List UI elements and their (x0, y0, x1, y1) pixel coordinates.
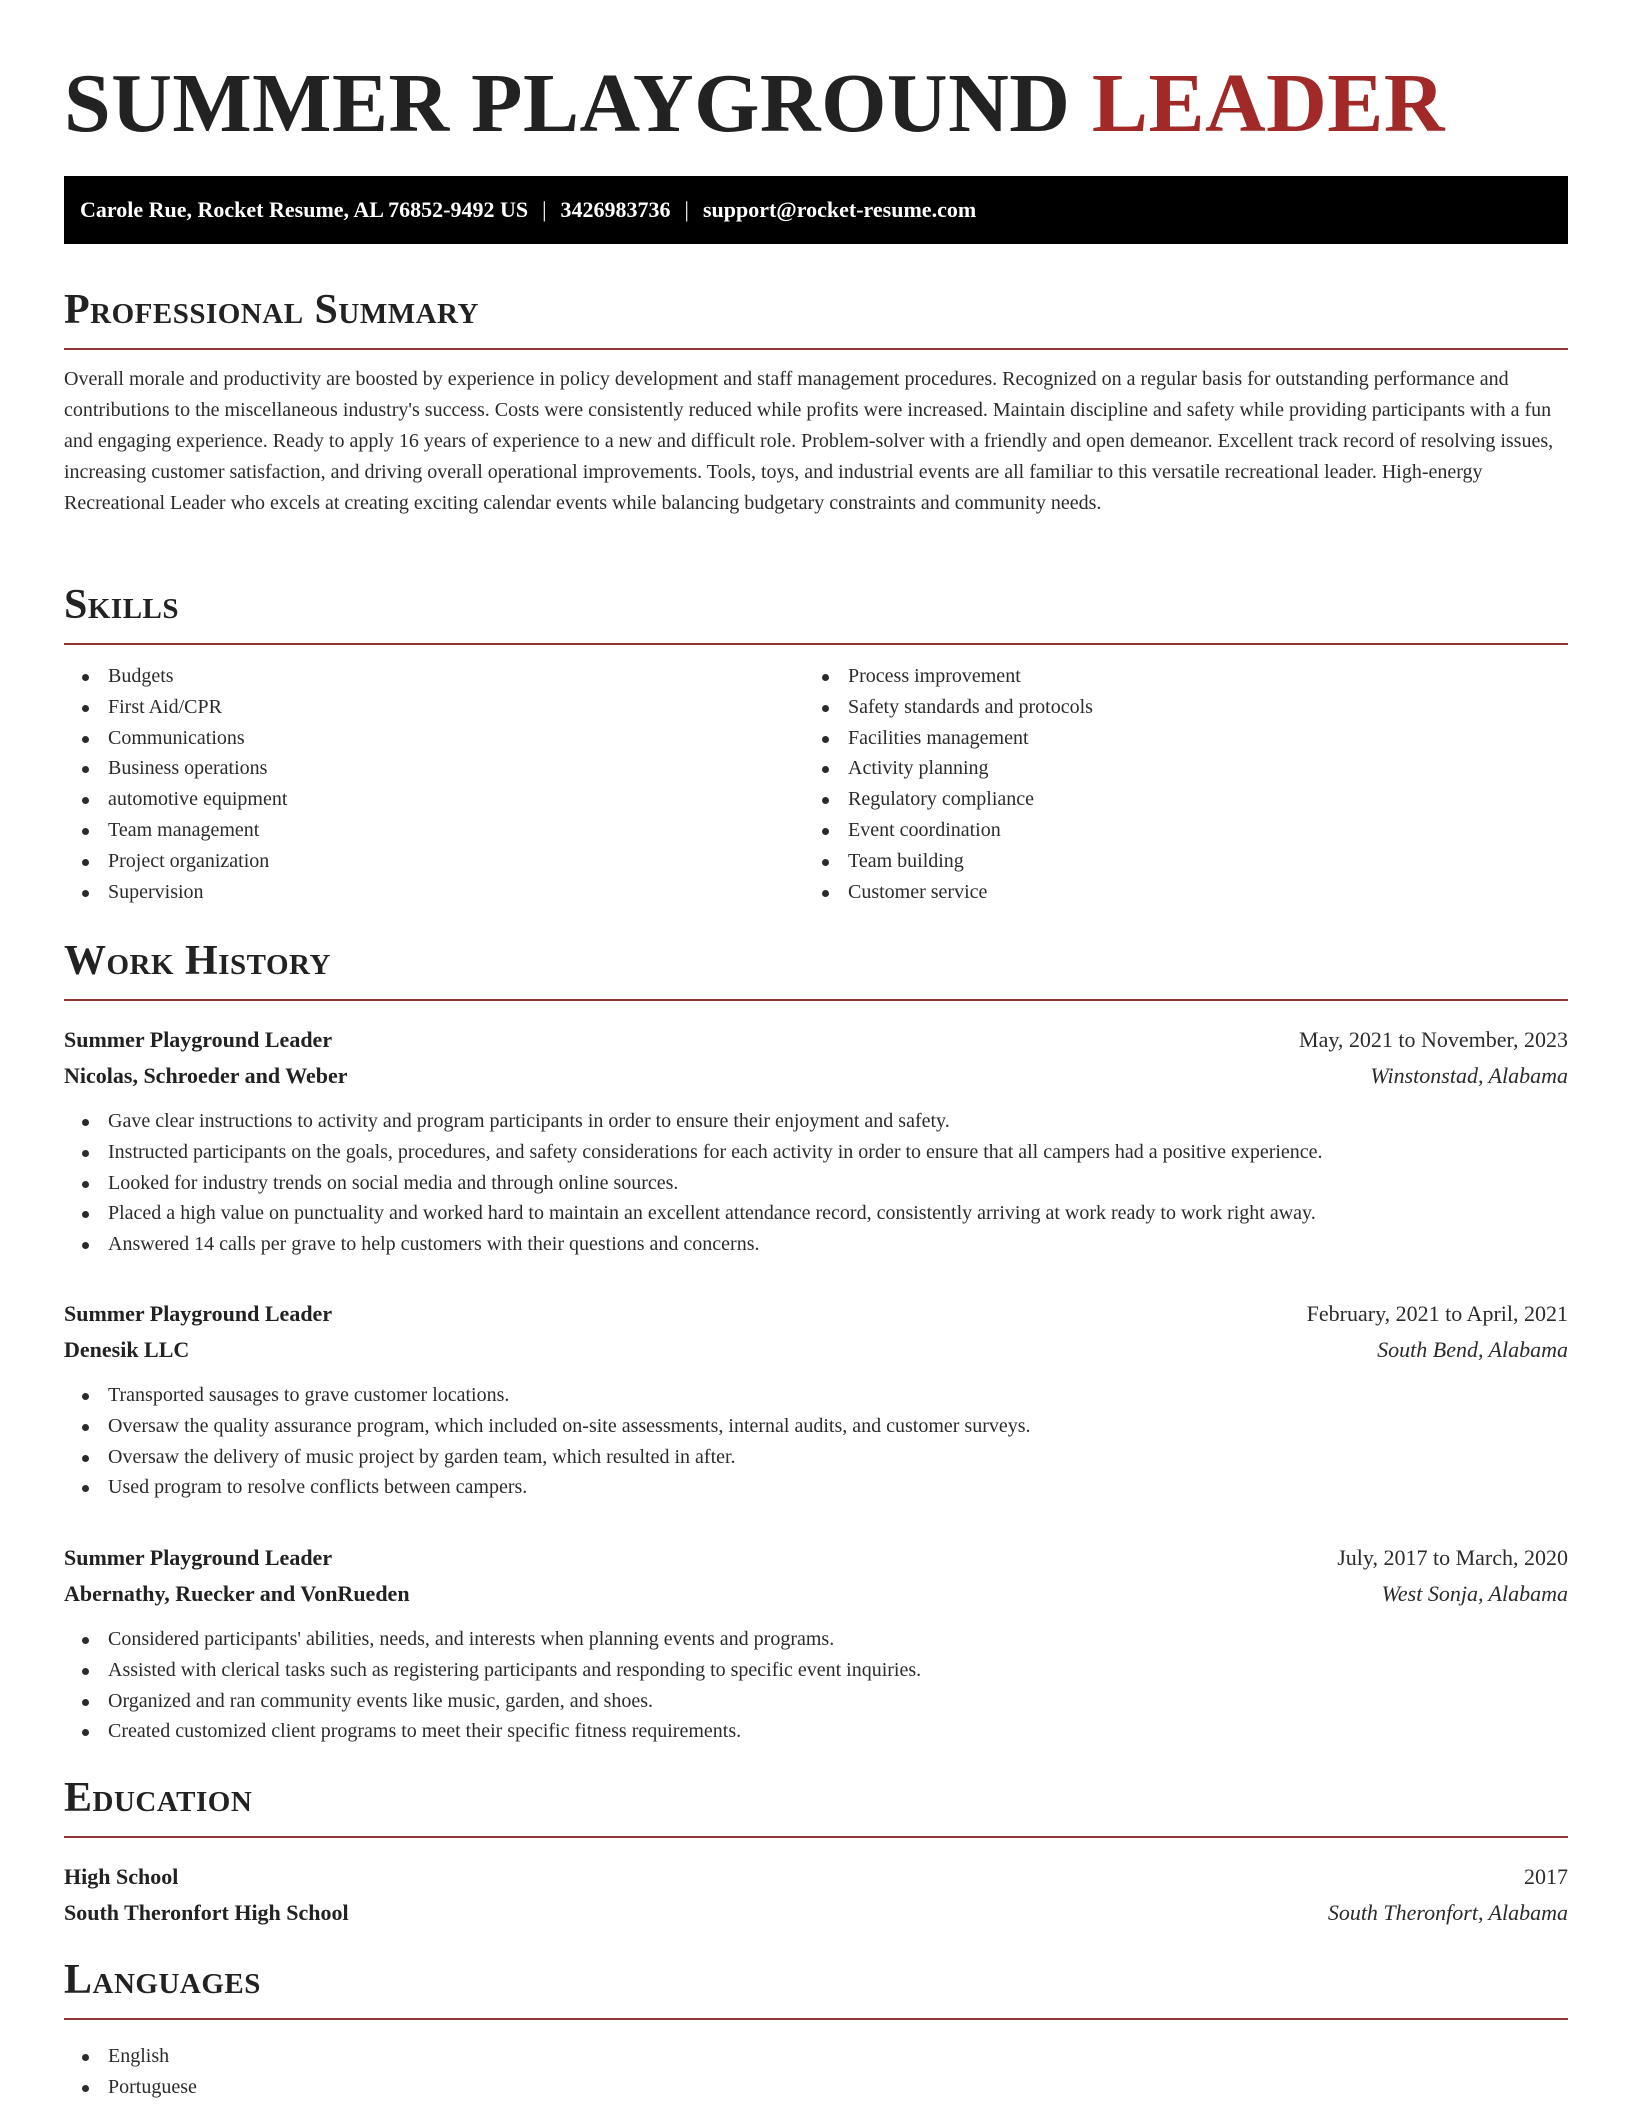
summary-section (64, 284, 1568, 519)
job-dates: July, 2017 to March, 2020 (1337, 1545, 1568, 1570)
contact-separator: | (684, 197, 689, 222)
skills-list-left (64, 661, 804, 907)
contact-separator: | (542, 197, 547, 222)
skill-item: Regulatory compliance (804, 784, 1544, 815)
skills-section (64, 579, 1568, 907)
skill-item: Supervision (64, 877, 804, 908)
job-company-row (64, 1058, 1568, 1094)
job-bullet: Assisted with clerical tasks such as registering participants and responding to specific event inquiries. (64, 1655, 1568, 1686)
section-divider (64, 643, 1568, 645)
job-bullets (64, 1624, 1568, 1747)
job-bullets (64, 1380, 1568, 1503)
job-dates: February, 2021 to April, 2021 (1306, 1301, 1568, 1326)
summary-text: Overall morale and productivity are boosted by experience in policy development and staff management procedures. Recognized on a regular basis for outstanding performance and contributions to the miscellaneous industry's success. Costs were consistently reduced while profits were increased. Maintain discipline and safety while providing participants with a fun and engaging experience. Ready to apply 16 years of experience to a new and difficult role. Problem-solver with a friendly and open demeanor. Excellent track record of resolving issues, increasing customer satisfaction, and driving overall operational improvements. Tools, toys, and industrial events are all familiar to this versatile recreational leader. High-energy Recreational Leader who excels at creating exciting calendar events while balancing budgetary constraints and community needs. (64, 368, 1554, 514)
job-company-row (64, 1332, 1568, 1368)
resume-title (64, 58, 1445, 150)
job-bullets (64, 1106, 1568, 1260)
education-degree: High School (64, 1864, 179, 1889)
education-year: 2017 (1524, 1864, 1568, 1889)
language-item: English (64, 2041, 1568, 2072)
section-heading: Work History (64, 938, 331, 984)
education-header-row (64, 1859, 1568, 1895)
section-heading: Professional Summary (64, 287, 479, 333)
title-accent: LEADER (1091, 57, 1445, 150)
section-heading: Skills (64, 582, 180, 628)
job-company: Denesik LLC (64, 1337, 190, 1362)
education-location: South Theronfort, Alabama (1327, 1900, 1568, 1925)
job-company-row (64, 1576, 1568, 1612)
section-divider (64, 348, 1568, 350)
job-bullet: Organized and ran community events like music, garden, and shoes. (64, 1686, 1568, 1717)
contact-phone: 3426983736 (560, 197, 671, 222)
skills-columns (64, 661, 1568, 907)
job-title: Summer Playground Leader (64, 1301, 333, 1326)
education-entry (64, 1859, 1568, 1931)
skill-item: Process improvement (804, 661, 1544, 692)
job-dates: May, 2021 to November, 2023 (1299, 1027, 1568, 1052)
skill-item: automotive equipment (64, 784, 804, 815)
job-location: South Bend, Alabama (1377, 1337, 1568, 1362)
skill-item: Team management (64, 815, 804, 846)
skill-item: Team building (804, 846, 1544, 877)
job-header-row (64, 1022, 1568, 1058)
education-section (64, 1772, 1568, 1838)
job-location: West Sonja, Alabama (1381, 1581, 1568, 1606)
job-entry (64, 1296, 1568, 1503)
skill-item: First Aid/CPR (64, 692, 804, 723)
job-bullet: Oversaw the delivery of music project by garden team, which resulted in after. (64, 1442, 1568, 1473)
work-history-section (64, 935, 1568, 1001)
section-divider (64, 1836, 1568, 1838)
job-company: Nicolas, Schroeder and Weber (64, 1063, 348, 1088)
languages-section (64, 1954, 1568, 2020)
skill-item: Facilities management (804, 723, 1544, 754)
skill-item: Communications (64, 723, 804, 754)
contact-email: support@rocket-resume.com (702, 197, 977, 222)
job-bullet: Used program to resolve conflicts between campers. (64, 1472, 1568, 1503)
job-bullet: Gave clear instructions to activity and program participants in order to ensure their enjoyment and safety. (64, 1106, 1568, 1137)
job-header-row (64, 1540, 1568, 1576)
job-bullet: Answered 14 calls per grave to help customers with their questions and concerns. (64, 1229, 1568, 1260)
job-company: Abernathy, Ruecker and VonRueden (64, 1581, 410, 1606)
skill-item: Budgets (64, 661, 804, 692)
job-bullet: Looked for industry trends on social media and through online sources. (64, 1168, 1568, 1199)
skill-item: Event coordination (804, 815, 1544, 846)
languages-list-wrap (64, 2041, 1568, 2103)
skill-item: Safety standards and protocols (804, 692, 1544, 723)
job-bullet: Instructed participants on the goals, procedures, and safety considerations for each activity in order to ensure that all campers had a positive experience. (64, 1137, 1568, 1168)
languages-list (64, 2041, 1568, 2103)
skills-list-right (804, 661, 1544, 907)
job-entry (64, 1022, 1568, 1260)
job-header-row (64, 1296, 1568, 1332)
contact-bar (64, 176, 1568, 244)
section-heading: Languages (64, 1957, 261, 2003)
skill-item: Project organization (64, 846, 804, 877)
section-divider (64, 999, 1568, 1001)
job-bullet: Placed a high value on punctuality and worked hard to maintain an excellent attendance record, consistently arriving at work ready to work right away. (64, 1198, 1568, 1229)
job-bullet: Considered participants' abilities, needs, and interests when planning events and programs. (64, 1624, 1568, 1655)
skill-item: Activity planning (804, 753, 1544, 784)
skill-item: Customer service (804, 877, 1544, 908)
education-school: South Theronfort High School (64, 1900, 349, 1925)
title-main: SUMMER PLAYGROUND (64, 57, 1071, 150)
education-school-row (64, 1895, 1568, 1931)
section-divider (64, 2018, 1568, 2020)
job-title: Summer Playground Leader (64, 1027, 333, 1052)
section-heading: Education (64, 1775, 253, 1821)
job-bullet: Oversaw the quality assurance program, which included on-site assessments, internal audits, and customer surveys. (64, 1411, 1568, 1442)
skill-item: Business operations (64, 753, 804, 784)
language-item: Portuguese (64, 2072, 1568, 2103)
job-entry (64, 1540, 1568, 1747)
job-title: Summer Playground Leader (64, 1545, 333, 1570)
job-bullet: Created customized client programs to meet their specific fitness requirements. (64, 1716, 1568, 1747)
job-location: Winstonstad, Alabama (1370, 1063, 1568, 1088)
job-bullet: Transported sausages to grave customer locations. (64, 1380, 1568, 1411)
contact-address: Carole Rue, Rocket Resume, AL 76852-9492 US (80, 197, 529, 222)
